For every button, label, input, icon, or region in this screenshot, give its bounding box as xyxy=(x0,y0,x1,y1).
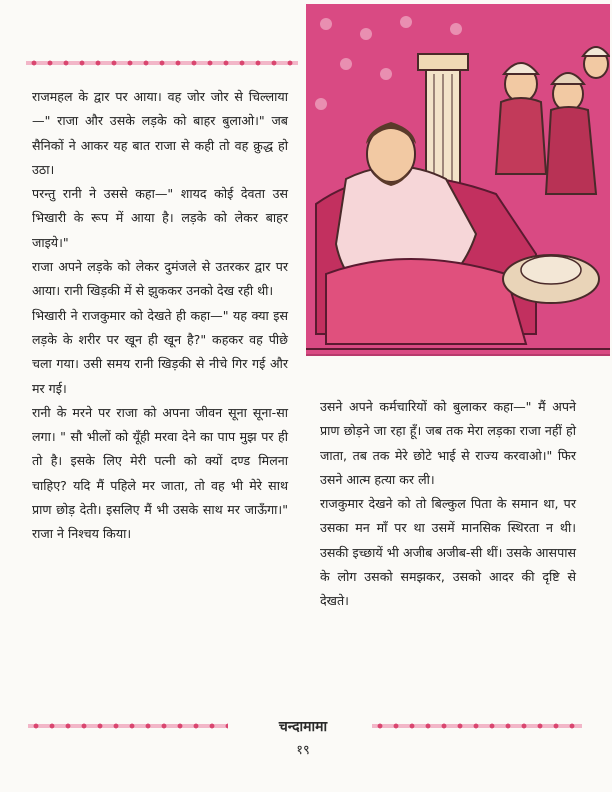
paragraph-1: राजमहल के द्वार पर आया। वह जोर जोर से चिल्लाया—" राजा और उसके लड़के को बाहर बुलाओ।" जब सैनिकों ने आकर यह बात राजा से कही तो वह क्रुद्ध हो उठा। xyxy=(32,89,288,177)
top-ornamental-divider xyxy=(26,55,298,71)
footer-right-divider xyxy=(372,718,582,734)
magazine-name: चन्दामामा xyxy=(278,719,328,735)
paragraph-6: उसने अपने कर्मचारियों को बुलाकर कहा—" मैं अपने प्राण छोड़ने जा रहा हूँ। जब तक मेरा लड़का राजा नहीं हो जाता, तब तक मेरे छोटे भाई से राज्य करवाओ।" फिर उसने आत्म हत्या कर ली। xyxy=(320,399,576,487)
paragraph-2: परन्तु रानी ने उससे कहा—" शायद कोई देवता उस भिखारी के रूप में आया है। लड़के को लेकर बाहर जाइये।" xyxy=(32,186,288,250)
illustration-drawing xyxy=(306,4,610,354)
right-text-column xyxy=(320,395,576,614)
footer-left-divider xyxy=(28,718,228,734)
illustration-king-in-court xyxy=(306,4,610,356)
paragraph-3: राजा अपने लड़के को लेकर दुमंजले से उतरकर द्वार पर आया। रानी खिड़की में से झुककर उनको देख रही थी। xyxy=(32,259,288,299)
page-number: १९ xyxy=(296,743,310,758)
paragraph-5: रानी के मरने पर राजा को अपना जीवन सूना सूना-सा लगा। " सौ भीलों को यूँही मरवा देने का पाप मुझ पर ही तो है। इसके लिए मेरी पत्नी को क्यों दण्ड मिलना चाहिए? यदि मैं पहिले मर जाता, तो वह भी मेरे साथ प्राण छोड़ देती। इसलिए मैं भी उसके साथ मर जाऊँगा।" राजा ने निश्चय किया। xyxy=(32,404,288,542)
paragraph-4: भिखारी ने राजकुमार को देखते ही कहा—" यह क्या इस लड़के के शरीर पर खून ही खून है?" कहकर वह पीछे चला गया। उसी समय रानी खिड़की से नीचे गिर गई और मर गई। xyxy=(32,307,288,396)
left-text-column xyxy=(32,85,288,547)
paragraph-7: राजकुमार देखने को तो बिल्कुल पिता के समान था, पर उसका मन माँ पर था उसमें मानसिक स्थिरता न थी। उसकी इच्छायें भी अजीब अजीब-सी थीं। उसके आसपास के लोग उसको समझकर, उसको आदर की दृष्टि से देखते। xyxy=(320,496,576,609)
